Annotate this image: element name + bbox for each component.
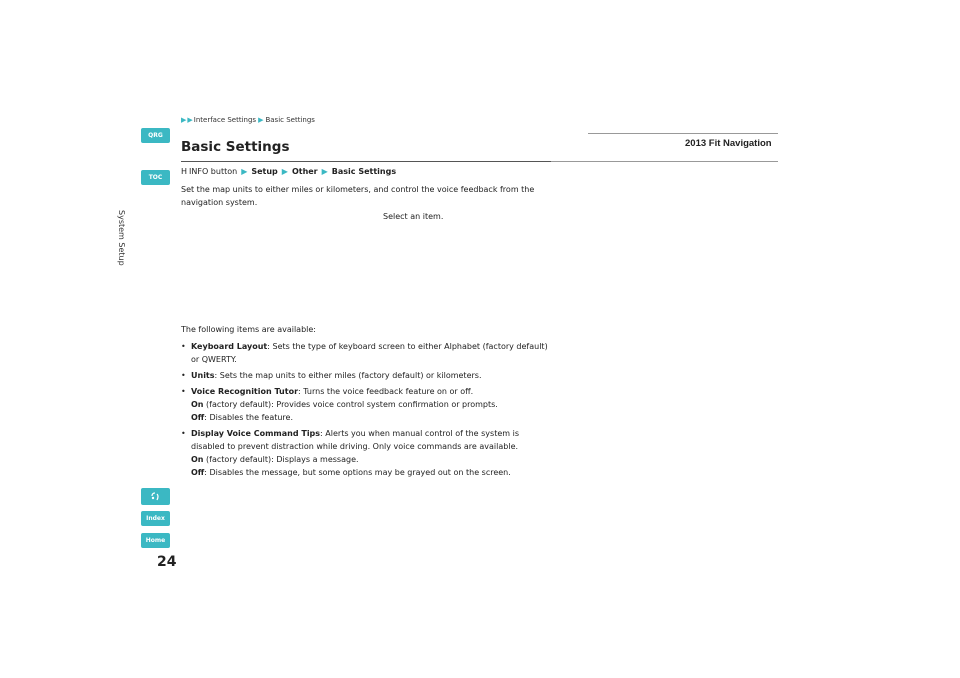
toc-tab[interactable]: TOC [141, 170, 170, 185]
path-step: Setup [251, 167, 278, 176]
bullet-icon: • [181, 371, 186, 380]
item-name: Voice Recognition Tutor [191, 387, 299, 396]
option-line [191, 466, 551, 479]
option-text: : Disables the message, but some options may be grayed out on the screen. [204, 468, 511, 477]
item-name: Keyboard Layout [191, 342, 268, 351]
triangle-right-icon: ▶ [241, 167, 248, 176]
path-step: Basic Settings [331, 167, 397, 176]
triangle-right-icon: ▶ [321, 167, 328, 176]
product-name: 2013 Fit Navigation [685, 138, 772, 149]
path-step: Other [291, 167, 318, 176]
item-desc: : Sets the map units to either miles (factory default) or kilometers. [214, 371, 482, 380]
items-list [181, 340, 551, 482]
item-name: Display Voice Command Tips [191, 429, 321, 438]
bullet-icon: • [181, 429, 186, 438]
option-text: : Disables the feature. [204, 413, 294, 422]
triangle-right-icon: ▶ [187, 116, 193, 124]
bullet-icon: • [181, 387, 186, 396]
hardkey-h-icon: H [181, 167, 188, 176]
option-line [191, 398, 551, 411]
path-start: INFO button [189, 167, 238, 176]
home-tab[interactable]: Home [141, 533, 170, 548]
option-text: (factory default): Provides voice control system confirmation or prompts. [203, 400, 498, 409]
page-number: 24 [157, 554, 177, 570]
list-item [181, 340, 551, 366]
option-text: (factory default): Displays a message. [203, 455, 359, 464]
option-line [191, 411, 551, 424]
list-item [181, 369, 551, 382]
option-label: On [191, 455, 204, 464]
triangle-right-icon: ▶ [281, 167, 288, 176]
bullet-icon: • [181, 342, 186, 351]
item-desc: : Turns the voice feedback feature on or off. [298, 387, 474, 396]
header-rule [588, 133, 778, 134]
qrg-tab[interactable]: QRG [141, 128, 170, 143]
breadcrumb-item[interactable]: Interface Settings [193, 116, 257, 124]
item-name: Units [191, 371, 215, 380]
index-tab[interactable]: Index [141, 511, 170, 526]
voice-command-tab[interactable] [141, 488, 170, 505]
item-desc: : Alerts you when manual control of the system is disabled to prevent distraction while driving. Only voice commands are available. [191, 429, 519, 451]
breadcrumb-item[interactable]: Basic Settings [265, 116, 315, 124]
list-item [181, 427, 551, 479]
items-heading: The following items are available: [181, 325, 316, 334]
option-label: Off [191, 468, 205, 477]
option-label: Off [191, 413, 205, 422]
item-desc: : Sets the type of keyboard screen to either Alphabet (factory default) or QWERTY. [191, 342, 548, 364]
list-item [181, 385, 551, 424]
title-rule [181, 161, 551, 162]
title-rule-right [551, 161, 778, 162]
voice-command-icon [150, 491, 162, 502]
breadcrumb [181, 116, 315, 124]
section-label: System Setup [117, 210, 126, 266]
option-line [191, 453, 551, 466]
page-title: Basic Settings [181, 139, 290, 155]
option-label: On [191, 400, 204, 409]
triangle-right-icon: ▶ [258, 116, 264, 124]
triangle-right-icon: ▶ [181, 116, 187, 124]
intro-text: Set the map units to either miles or kilometers, and control the voice feedback from the navigation system. [181, 185, 535, 207]
screen-caption: Select an item. [383, 212, 444, 221]
menu-path [181, 167, 396, 176]
